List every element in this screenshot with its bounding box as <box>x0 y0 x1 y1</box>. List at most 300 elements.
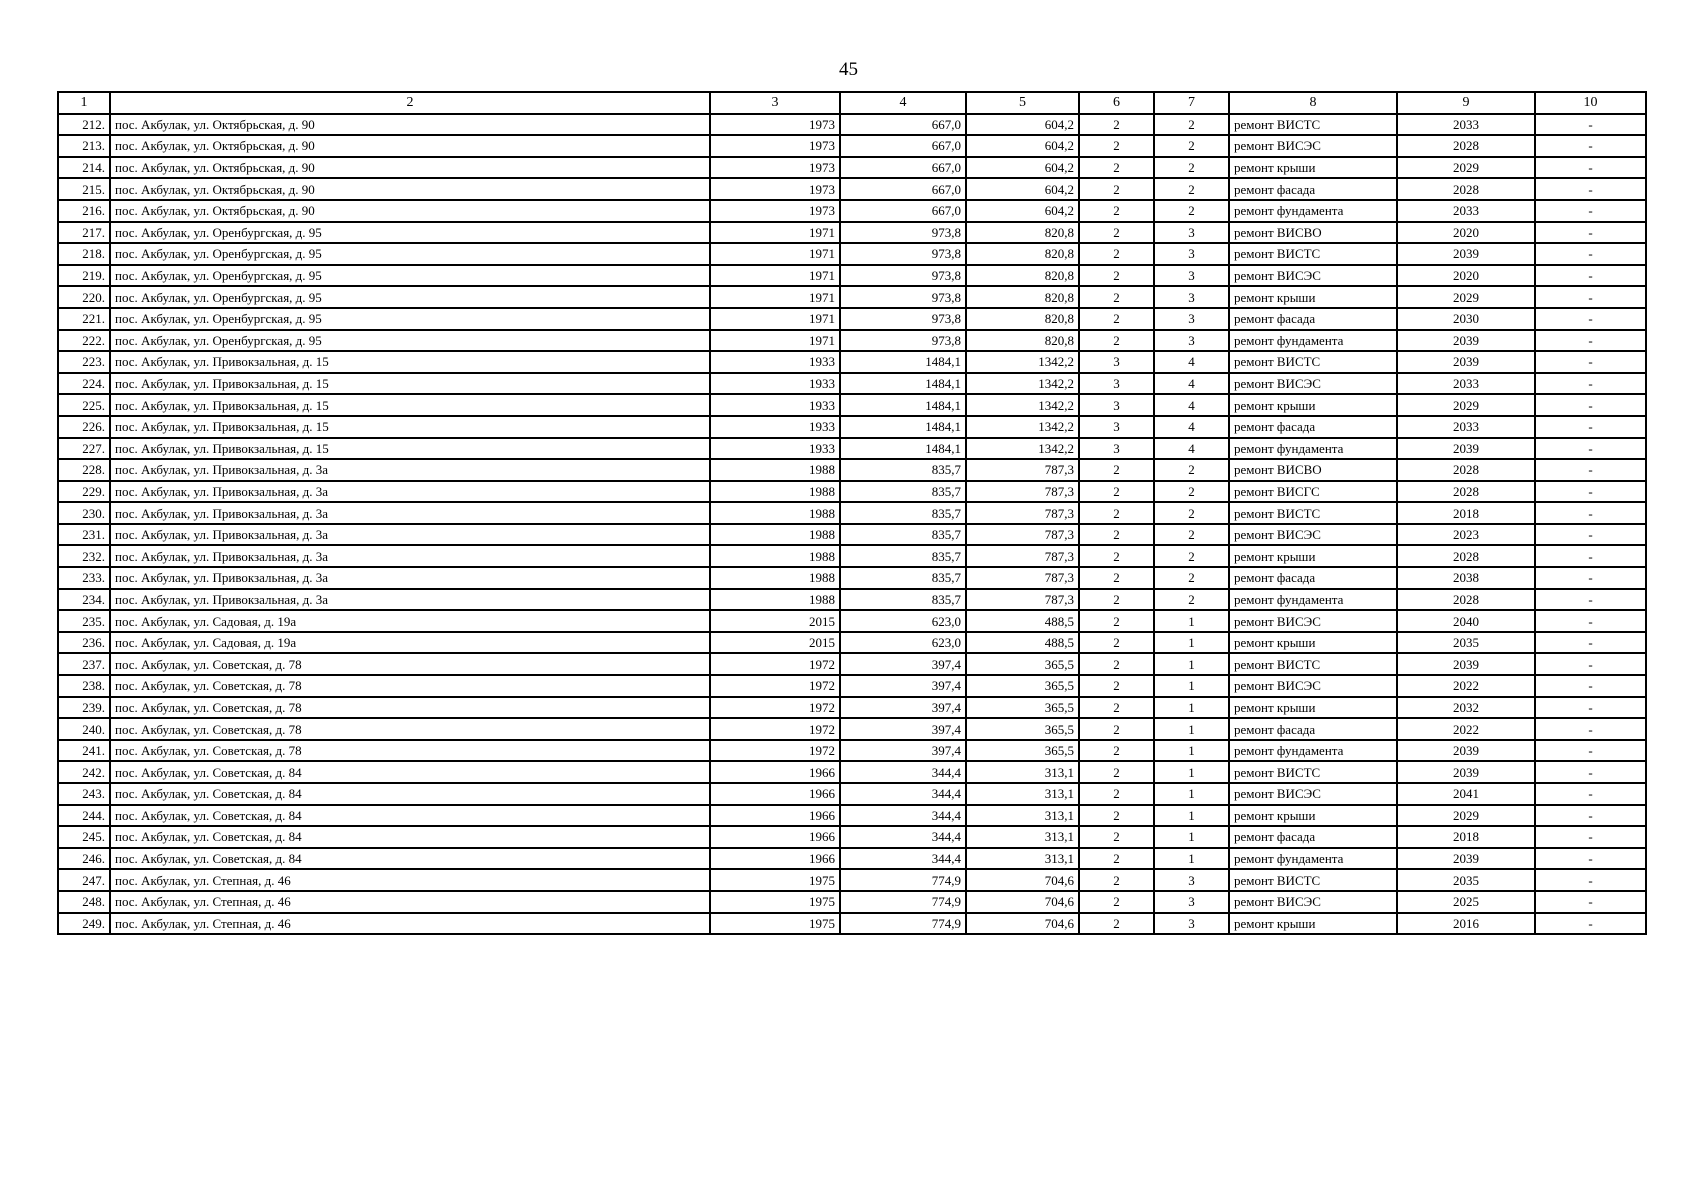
entrances-cell: 3 <box>1154 265 1229 287</box>
total-area-cell: 667,0 <box>840 157 966 179</box>
row-number-cell: 224. <box>58 373 110 395</box>
note-cell: - <box>1535 740 1646 762</box>
note-cell: - <box>1535 524 1646 546</box>
note-cell: - <box>1535 913 1646 935</box>
table-row <box>58 783 1646 805</box>
total-area-cell: 973,8 <box>840 330 966 352</box>
plan-year-cell: 2023 <box>1397 524 1535 546</box>
note-cell: - <box>1535 502 1646 524</box>
plan-year-cell: 2029 <box>1397 394 1535 416</box>
living-area-cell: 787,3 <box>966 481 1079 503</box>
build-year-cell: 1975 <box>710 869 840 891</box>
work-type-cell: ремонт фундамента <box>1229 330 1397 352</box>
entrances-cell: 3 <box>1154 243 1229 265</box>
row-number-cell: 239. <box>58 697 110 719</box>
floors-cell: 3 <box>1079 438 1154 460</box>
address-cell: пос. Акбулак, ул. Советская, д. 84 <box>110 848 710 870</box>
build-year-cell: 1933 <box>710 416 840 438</box>
work-type-cell: ремонт ВИСТС <box>1229 243 1397 265</box>
build-year-cell: 1972 <box>710 740 840 762</box>
table-row <box>58 848 1646 870</box>
living-area-cell: 1342,2 <box>966 373 1079 395</box>
living-area-cell: 787,3 <box>966 459 1079 481</box>
floors-cell: 2 <box>1079 632 1154 654</box>
work-type-cell: ремонт крыши <box>1229 286 1397 308</box>
row-number-cell: 213. <box>58 135 110 157</box>
address-cell: пос. Акбулак, ул. Оренбургская, д. 95 <box>110 265 710 287</box>
living-area-cell: 820,8 <box>966 330 1079 352</box>
work-type-cell: ремонт крыши <box>1229 697 1397 719</box>
plan-year-cell: 2028 <box>1397 135 1535 157</box>
floors-cell: 3 <box>1079 351 1154 373</box>
entrances-cell: 4 <box>1154 351 1229 373</box>
floors-cell: 2 <box>1079 157 1154 179</box>
entrances-cell: 1 <box>1154 653 1229 675</box>
entrances-cell: 2 <box>1154 200 1229 222</box>
plan-year-cell: 2039 <box>1397 653 1535 675</box>
total-area-cell: 774,9 <box>840 891 966 913</box>
row-number-cell: 240. <box>58 718 110 740</box>
total-area-cell: 623,0 <box>840 610 966 632</box>
table-row <box>58 826 1646 848</box>
address-cell: пос. Акбулак, ул. Привокзальная, д. 15 <box>110 416 710 438</box>
total-area-cell: 835,7 <box>840 459 966 481</box>
total-area-cell: 623,0 <box>840 632 966 654</box>
table-row <box>58 761 1646 783</box>
note-cell: - <box>1535 783 1646 805</box>
total-area-cell: 344,4 <box>840 826 966 848</box>
table-row <box>58 481 1646 503</box>
build-year-cell: 1971 <box>710 222 840 244</box>
entrances-cell: 2 <box>1154 502 1229 524</box>
floors-cell: 2 <box>1079 740 1154 762</box>
entrances-cell: 3 <box>1154 286 1229 308</box>
entrances-cell: 1 <box>1154 848 1229 870</box>
row-number-cell: 243. <box>58 783 110 805</box>
total-area-cell: 1484,1 <box>840 416 966 438</box>
note-cell: - <box>1535 135 1646 157</box>
living-area-cell: 365,5 <box>966 653 1079 675</box>
floors-cell: 2 <box>1079 481 1154 503</box>
entrances-cell: 1 <box>1154 740 1229 762</box>
address-cell: пос. Акбулак, ул. Советская, д. 78 <box>110 740 710 762</box>
work-type-cell: ремонт фасада <box>1229 826 1397 848</box>
work-type-cell: ремонт фундамента <box>1229 848 1397 870</box>
plan-year-cell: 2033 <box>1397 416 1535 438</box>
work-type-cell: ремонт ВИСВО <box>1229 459 1397 481</box>
plan-year-cell: 2039 <box>1397 761 1535 783</box>
work-type-cell: ремонт фундамента <box>1229 200 1397 222</box>
work-type-cell: ремонт ВИСЭС <box>1229 891 1397 913</box>
build-year-cell: 1933 <box>710 351 840 373</box>
living-area-cell: 488,5 <box>966 632 1079 654</box>
floors-cell: 2 <box>1079 308 1154 330</box>
page-number: 45 <box>839 59 858 80</box>
total-area-cell: 667,0 <box>840 178 966 200</box>
build-year-cell: 1966 <box>710 805 840 827</box>
row-number-cell: 216. <box>58 200 110 222</box>
plan-year-cell: 2033 <box>1397 373 1535 395</box>
entrances-cell: 2 <box>1154 589 1229 611</box>
plan-year-cell: 2022 <box>1397 675 1535 697</box>
work-type-cell: ремонт ВИСЭС <box>1229 135 1397 157</box>
row-number-cell: 221. <box>58 308 110 330</box>
address-cell: пос. Акбулак, ул. Садовая, д. 19а <box>110 632 710 654</box>
entrances-cell: 1 <box>1154 826 1229 848</box>
build-year-cell: 1972 <box>710 675 840 697</box>
build-year-cell: 1971 <box>710 265 840 287</box>
total-area-cell: 835,7 <box>840 524 966 546</box>
address-cell: пос. Акбулак, ул. Садовая, д. 19а <box>110 610 710 632</box>
total-area-cell: 973,8 <box>840 286 966 308</box>
table-row <box>58 524 1646 546</box>
total-area-cell: 667,0 <box>840 114 966 136</box>
floors-cell: 2 <box>1079 265 1154 287</box>
column-header: 9 <box>1397 92 1535 114</box>
plan-year-cell: 2025 <box>1397 891 1535 913</box>
entrances-cell: 1 <box>1154 632 1229 654</box>
living-area-cell: 1342,2 <box>966 394 1079 416</box>
living-area-cell: 313,1 <box>966 826 1079 848</box>
plan-year-cell: 2039 <box>1397 438 1535 460</box>
living-area-cell: 787,3 <box>966 524 1079 546</box>
floors-cell: 2 <box>1079 502 1154 524</box>
table-row <box>58 114 1646 136</box>
note-cell: - <box>1535 610 1646 632</box>
build-year-cell: 1972 <box>710 718 840 740</box>
work-type-cell: ремонт ВИСЭС <box>1229 524 1397 546</box>
address-cell: пос. Акбулак, ул. Оренбургская, д. 95 <box>110 243 710 265</box>
address-cell: пос. Акбулак, ул. Степная, д. 46 <box>110 869 710 891</box>
living-area-cell: 704,6 <box>966 913 1079 935</box>
total-area-cell: 1484,1 <box>840 394 966 416</box>
floors-cell: 2 <box>1079 545 1154 567</box>
floors-cell: 2 <box>1079 783 1154 805</box>
floors-cell: 2 <box>1079 135 1154 157</box>
total-area-cell: 667,0 <box>840 200 966 222</box>
total-area-cell: 397,4 <box>840 718 966 740</box>
floors-cell: 2 <box>1079 286 1154 308</box>
table-row <box>58 459 1646 481</box>
work-type-cell: ремонт ВИСТС <box>1229 869 1397 891</box>
total-area-cell: 835,7 <box>840 567 966 589</box>
row-number-cell: 247. <box>58 869 110 891</box>
row-number-cell: 249. <box>58 913 110 935</box>
row-number-cell: 227. <box>58 438 110 460</box>
note-cell: - <box>1535 222 1646 244</box>
plan-year-cell: 2033 <box>1397 200 1535 222</box>
table-row <box>58 416 1646 438</box>
total-area-cell: 1484,1 <box>840 438 966 460</box>
row-number-cell: 237. <box>58 653 110 675</box>
entrances-cell: 2 <box>1154 157 1229 179</box>
note-cell: - <box>1535 567 1646 589</box>
row-number-cell: 248. <box>58 891 110 913</box>
living-area-cell: 488,5 <box>966 610 1079 632</box>
table-row <box>58 351 1646 373</box>
work-type-cell: ремонт крыши <box>1229 545 1397 567</box>
note-cell: - <box>1535 653 1646 675</box>
build-year-cell: 1972 <box>710 653 840 675</box>
address-cell: пос. Акбулак, ул. Привокзальная, д. 3а <box>110 567 710 589</box>
floors-cell: 2 <box>1079 610 1154 632</box>
plan-year-cell: 2039 <box>1397 740 1535 762</box>
work-type-cell: ремонт ВИСГС <box>1229 481 1397 503</box>
entrances-cell: 2 <box>1154 135 1229 157</box>
plan-year-cell: 2029 <box>1397 286 1535 308</box>
build-year-cell: 1973 <box>710 178 840 200</box>
build-year-cell: 1966 <box>710 848 840 870</box>
column-header: 3 <box>710 92 840 114</box>
column-header: 2 <box>110 92 710 114</box>
address-cell: пос. Акбулак, ул. Советская, д. 78 <box>110 675 710 697</box>
floors-cell: 2 <box>1079 178 1154 200</box>
entrances-cell: 1 <box>1154 805 1229 827</box>
living-area-cell: 365,5 <box>966 740 1079 762</box>
plan-year-cell: 2029 <box>1397 805 1535 827</box>
floors-cell: 2 <box>1079 200 1154 222</box>
work-type-cell: ремонт фундамента <box>1229 438 1397 460</box>
table-row <box>58 373 1646 395</box>
table-row <box>58 438 1646 460</box>
table-row <box>58 394 1646 416</box>
address-cell: пос. Акбулак, ул. Привокзальная, д. 3а <box>110 589 710 611</box>
note-cell: - <box>1535 632 1646 654</box>
entrances-cell: 1 <box>1154 675 1229 697</box>
table-row <box>58 135 1646 157</box>
address-cell: пос. Акбулак, ул. Привокзальная, д. 15 <box>110 394 710 416</box>
address-cell: пос. Акбулак, ул. Советская, д. 78 <box>110 697 710 719</box>
row-number-cell: 217. <box>58 222 110 244</box>
address-cell: пос. Акбулак, ул. Привокзальная, д. 15 <box>110 373 710 395</box>
living-area-cell: 313,1 <box>966 848 1079 870</box>
note-cell: - <box>1535 157 1646 179</box>
plan-year-cell: 2032 <box>1397 697 1535 719</box>
plan-year-cell: 2039 <box>1397 243 1535 265</box>
row-number-cell: 233. <box>58 567 110 589</box>
table-row <box>58 697 1646 719</box>
entrances-cell: 2 <box>1154 459 1229 481</box>
table-row <box>58 913 1646 935</box>
address-cell: пос. Акбулак, ул. Советская, д. 84 <box>110 805 710 827</box>
floors-cell: 2 <box>1079 222 1154 244</box>
plan-year-cell: 2028 <box>1397 459 1535 481</box>
floors-cell: 2 <box>1079 848 1154 870</box>
build-year-cell: 1988 <box>710 545 840 567</box>
work-type-cell: ремонт ВИСЭС <box>1229 783 1397 805</box>
note-cell: - <box>1535 675 1646 697</box>
address-cell: пос. Акбулак, ул. Степная, д. 46 <box>110 891 710 913</box>
build-year-cell: 1988 <box>710 524 840 546</box>
note-cell: - <box>1535 805 1646 827</box>
plan-year-cell: 2016 <box>1397 913 1535 935</box>
floors-cell: 2 <box>1079 243 1154 265</box>
build-year-cell: 1971 <box>710 286 840 308</box>
entrances-cell: 1 <box>1154 718 1229 740</box>
address-cell: пос. Акбулак, ул. Советская, д. 84 <box>110 826 710 848</box>
table-row <box>58 308 1646 330</box>
total-area-cell: 1484,1 <box>840 351 966 373</box>
build-year-cell: 1933 <box>710 373 840 395</box>
address-cell: пос. Акбулак, ул. Оренбургская, д. 95 <box>110 286 710 308</box>
plan-year-cell: 2039 <box>1397 351 1535 373</box>
address-cell: пос. Акбулак, ул. Оренбургская, д. 95 <box>110 308 710 330</box>
build-year-cell: 1988 <box>710 589 840 611</box>
table-row <box>58 718 1646 740</box>
total-area-cell: 344,4 <box>840 805 966 827</box>
entrances-cell: 1 <box>1154 761 1229 783</box>
build-year-cell: 1975 <box>710 891 840 913</box>
address-cell: пос. Акбулак, ул. Степная, д. 46 <box>110 913 710 935</box>
total-area-cell: 1484,1 <box>840 373 966 395</box>
note-cell: - <box>1535 265 1646 287</box>
floors-cell: 3 <box>1079 394 1154 416</box>
plan-year-cell: 2018 <box>1397 826 1535 848</box>
total-area-cell: 344,4 <box>840 848 966 870</box>
plan-year-cell: 2028 <box>1397 178 1535 200</box>
plan-year-cell: 2028 <box>1397 545 1535 567</box>
address-cell: пос. Акбулак, ул. Привокзальная, д. 3а <box>110 524 710 546</box>
living-area-cell: 604,2 <box>966 135 1079 157</box>
work-type-cell: ремонт ВИСЭС <box>1229 373 1397 395</box>
work-type-cell: ремонт фундамента <box>1229 589 1397 611</box>
row-number-cell: 234. <box>58 589 110 611</box>
work-type-cell: ремонт фасада <box>1229 567 1397 589</box>
table-row <box>58 610 1646 632</box>
row-number-cell: 212. <box>58 114 110 136</box>
entrances-cell: 4 <box>1154 438 1229 460</box>
work-type-cell: ремонт крыши <box>1229 913 1397 935</box>
table-row <box>58 632 1646 654</box>
entrances-cell: 3 <box>1154 869 1229 891</box>
floors-cell: 2 <box>1079 524 1154 546</box>
note-cell: - <box>1535 891 1646 913</box>
entrances-cell: 1 <box>1154 783 1229 805</box>
table-row <box>58 502 1646 524</box>
build-year-cell: 1973 <box>710 135 840 157</box>
note-cell: - <box>1535 848 1646 870</box>
row-number-cell: 223. <box>58 351 110 373</box>
address-cell: пос. Акбулак, ул. Оренбургская, д. 95 <box>110 222 710 244</box>
build-year-cell: 1933 <box>710 438 840 460</box>
plan-year-cell: 2018 <box>1397 502 1535 524</box>
work-type-cell: ремонт крыши <box>1229 157 1397 179</box>
address-cell: пос. Акбулак, ул. Октябрьская, д. 90 <box>110 157 710 179</box>
note-cell: - <box>1535 589 1646 611</box>
entrances-cell: 3 <box>1154 308 1229 330</box>
row-number-cell: 228. <box>58 459 110 481</box>
address-cell: пос. Акбулак, ул. Советская, д. 78 <box>110 653 710 675</box>
total-area-cell: 973,8 <box>840 243 966 265</box>
plan-year-cell: 2035 <box>1397 632 1535 654</box>
floors-cell: 2 <box>1079 330 1154 352</box>
entrances-cell: 3 <box>1154 913 1229 935</box>
row-number-cell: 219. <box>58 265 110 287</box>
living-area-cell: 820,8 <box>966 265 1079 287</box>
plan-year-cell: 2029 <box>1397 157 1535 179</box>
entrances-cell: 1 <box>1154 610 1229 632</box>
floors-cell: 2 <box>1079 589 1154 611</box>
build-year-cell: 1972 <box>710 697 840 719</box>
entrances-cell: 2 <box>1154 481 1229 503</box>
build-year-cell: 1973 <box>710 157 840 179</box>
total-area-cell: 774,9 <box>840 913 966 935</box>
floors-cell: 2 <box>1079 913 1154 935</box>
note-cell: - <box>1535 178 1646 200</box>
living-area-cell: 365,5 <box>966 697 1079 719</box>
entrances-cell: 3 <box>1154 330 1229 352</box>
work-type-cell: ремонт крыши <box>1229 394 1397 416</box>
entrances-cell: 3 <box>1154 222 1229 244</box>
total-area-cell: 835,7 <box>840 589 966 611</box>
living-area-cell: 365,5 <box>966 718 1079 740</box>
address-cell: пос. Акбулак, ул. Октябрьская, д. 90 <box>110 178 710 200</box>
living-area-cell: 820,8 <box>966 308 1079 330</box>
note-cell: - <box>1535 243 1646 265</box>
row-number-cell: 245. <box>58 826 110 848</box>
plan-year-cell: 2035 <box>1397 869 1535 891</box>
floors-cell: 2 <box>1079 114 1154 136</box>
living-area-cell: 820,8 <box>966 286 1079 308</box>
work-type-cell: ремонт крыши <box>1229 805 1397 827</box>
floors-cell: 2 <box>1079 826 1154 848</box>
build-year-cell: 2015 <box>710 610 840 632</box>
row-number-cell: 244. <box>58 805 110 827</box>
address-cell: пос. Акбулак, ул. Привокзальная, д. 3а <box>110 459 710 481</box>
living-area-cell: 820,8 <box>966 243 1079 265</box>
entrances-cell: 2 <box>1154 567 1229 589</box>
build-year-cell: 2015 <box>710 632 840 654</box>
total-area-cell: 774,9 <box>840 869 966 891</box>
build-year-cell: 1966 <box>710 826 840 848</box>
floors-cell: 2 <box>1079 653 1154 675</box>
plan-year-cell: 2020 <box>1397 222 1535 244</box>
note-cell: - <box>1535 351 1646 373</box>
row-number-cell: 226. <box>58 416 110 438</box>
table-row <box>58 265 1646 287</box>
table-row <box>58 589 1646 611</box>
entrances-cell: 2 <box>1154 524 1229 546</box>
work-type-cell: ремонт крыши <box>1229 632 1397 654</box>
note-cell: - <box>1535 286 1646 308</box>
work-type-cell: ремонт фасада <box>1229 308 1397 330</box>
note-cell: - <box>1535 330 1646 352</box>
table-row <box>58 178 1646 200</box>
floors-cell: 2 <box>1079 718 1154 740</box>
column-header: 6 <box>1079 92 1154 114</box>
note-cell: - <box>1535 761 1646 783</box>
work-type-cell: ремонт ВИСТС <box>1229 114 1397 136</box>
build-year-cell: 1973 <box>710 114 840 136</box>
note-cell: - <box>1535 718 1646 740</box>
note-cell: - <box>1535 438 1646 460</box>
build-year-cell: 1973 <box>710 200 840 222</box>
total-area-cell: 667,0 <box>840 135 966 157</box>
build-year-cell: 1988 <box>710 567 840 589</box>
living-area-cell: 704,6 <box>966 869 1079 891</box>
living-area-cell: 704,6 <box>966 891 1079 913</box>
address-cell: пос. Акбулак, ул. Советская, д. 84 <box>110 783 710 805</box>
total-area-cell: 835,7 <box>840 481 966 503</box>
table-row <box>58 567 1646 589</box>
total-area-cell: 397,4 <box>840 653 966 675</box>
total-area-cell: 973,8 <box>840 265 966 287</box>
row-number-cell: 220. <box>58 286 110 308</box>
row-number-cell: 236. <box>58 632 110 654</box>
address-cell: пос. Акбулак, ул. Привокзальная, д. 3а <box>110 481 710 503</box>
note-cell: - <box>1535 459 1646 481</box>
total-area-cell: 344,4 <box>840 783 966 805</box>
